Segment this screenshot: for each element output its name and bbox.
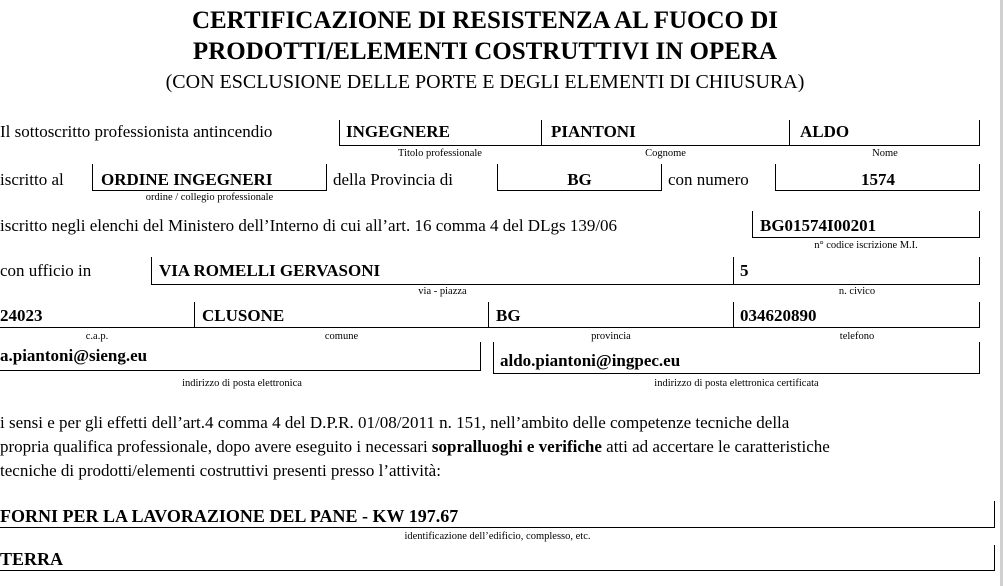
- caption-via: via - piazza: [418, 286, 467, 297]
- label-elenchi: iscritto negli elenchi del Ministero dell’Interno di cui all’art. 16 comma 4 del DLgs 139/06: [0, 216, 618, 235]
- label-ufficio: con ufficio in: [0, 261, 92, 280]
- caption-cap: c.a.p.: [85, 331, 109, 342]
- subtitle: (CON ESCLUSIONE DELLE PORTE E DEGLI ELEMENTI DI CHIUSURA): [165, 71, 805, 93]
- caption-email: indirizzo di posta elettronica: [182, 378, 302, 389]
- field-comune[interactable]: CLUSONE: [202, 306, 285, 325]
- field-pec[interactable]: aldo.piantoni@ingpec.eu: [500, 351, 681, 370]
- label-numero: con numero: [668, 170, 749, 189]
- field-cap[interactable]: 24023: [0, 306, 43, 325]
- field-titolo[interactable]: INGEGNERE: [346, 122, 450, 141]
- label-provincia: della Provincia di: [333, 170, 453, 189]
- field-via[interactable]: VIA ROMELLI GERVASONI: [159, 261, 381, 280]
- field-email[interactable]: a.piantoni@sieng.eu: [0, 346, 148, 365]
- caption-nome: Nome: [872, 148, 898, 159]
- field-codice[interactable]: BG01574I00201: [760, 216, 877, 235]
- field-provincia-ordine[interactable]: BG: [567, 170, 592, 189]
- field-ordine[interactable]: ORDINE INGEGNERI: [101, 170, 273, 189]
- caption-titolo: Titolo professionale: [398, 148, 482, 159]
- emphasis-sopralluoghi: sopralluoghi e verifiche: [431, 437, 602, 456]
- caption-civico: n. civico: [838, 286, 876, 297]
- paragraph-line-2: propria qualifica professionale, dopo avere eseguito i necessari sopralluoghi e verifiche atti ad accertare le caratteristiche: [0, 437, 830, 456]
- caption-pec: indirizzo di posta elettronica certificata: [654, 378, 819, 389]
- title-line-1: CERTIFICAZIONE DI RESISTENZA AL FUOCO DI: [191, 7, 779, 34]
- field-nome[interactable]: ALDO: [800, 122, 850, 141]
- field-numero[interactable]: 1574: [861, 170, 895, 189]
- paragraph-line-1: i sensi e per gli effetti dell’art.4 comma 4 del D.P.R. 01/08/2011 n. 151, nell’ambito delle competenze tecniche della: [0, 413, 790, 432]
- caption-provincia: provincia: [591, 331, 631, 342]
- caption-telefono: telefono: [839, 331, 875, 342]
- label-professionista: Il sottoscritto professionista antincendio: [0, 122, 273, 141]
- caption-codice: n° codice iscrizione M.I.: [814, 240, 918, 251]
- caption-attivita: identificazione dell’edificio, complesso, etc.: [404, 531, 591, 542]
- field-provincia[interactable]: BG: [496, 306, 521, 325]
- caption-cognome: Cognome: [645, 148, 686, 159]
- caption-ordine: ordine / collegio professionale: [145, 192, 274, 203]
- field-ubicazione[interactable]: TERRA: [0, 549, 64, 569]
- label-iscritto: iscritto al: [0, 170, 64, 189]
- field-attivita[interactable]: FORNI PER LA LAVORAZIONE DEL PANE - KW 197.67: [0, 506, 459, 526]
- title-line-2: PRODOTTI/ELEMENTI COSTRUTTIVI IN OPERA: [192, 38, 778, 65]
- field-telefono[interactable]: 034620890: [740, 306, 817, 325]
- caption-comune: comune: [324, 331, 359, 342]
- field-cognome[interactable]: PIANTONI: [551, 122, 636, 141]
- paragraph-line-3: tecniche di prodotti/elementi costruttivi presenti presso l’attività:: [0, 461, 441, 480]
- field-civico[interactable]: 5: [740, 261, 749, 280]
